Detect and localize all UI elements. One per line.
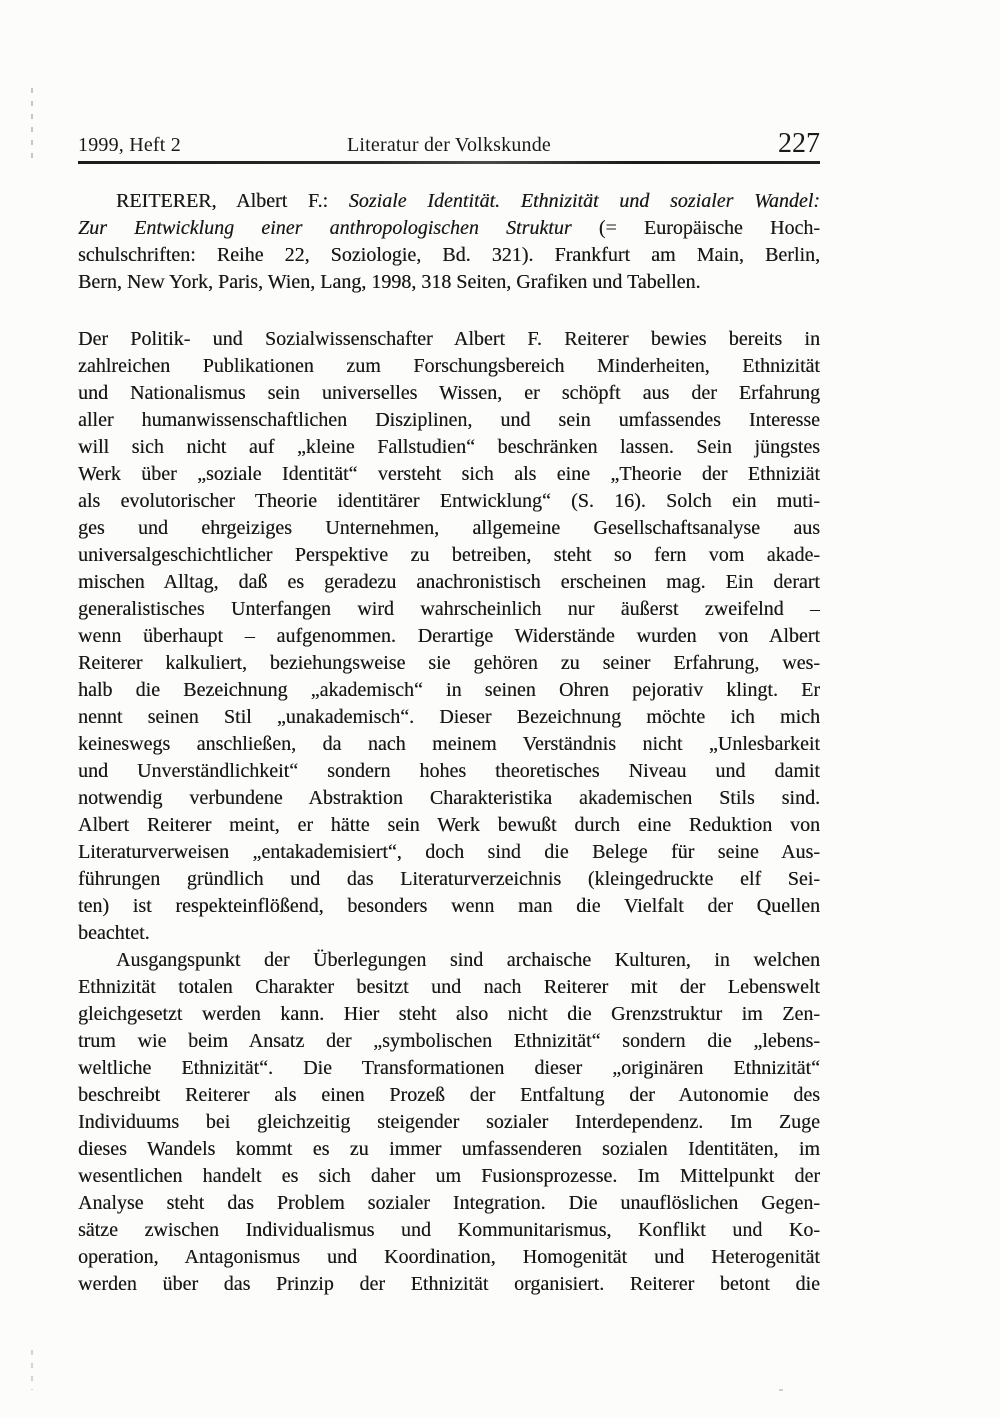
citation-line bbox=[78, 188, 820, 215]
citation-line bbox=[78, 242, 820, 269]
citation-roman-text: REITERER, Albert F.: bbox=[116, 190, 349, 212]
body-line: ten) ist respekteinflößend, besonders wenn man die Vielfalt der Quellen bbox=[78, 895, 820, 917]
running-head-issue: 1999, Heft 2 bbox=[78, 134, 181, 156]
scan-artifact-left-top bbox=[31, 88, 33, 158]
page-header bbox=[78, 126, 820, 160]
citation-paragraph bbox=[78, 188, 820, 296]
body-line: mischen Alltag, daß es geradezu anachronistisch erscheinen mag. Ein derart bbox=[78, 571, 820, 593]
citation-roman-text: Bern, New York, Paris, Wien, Lang, 1998, 318 Seiten, Grafiken und Tabellen. bbox=[78, 271, 701, 293]
body-paragraph bbox=[78, 326, 820, 947]
body-line: und Nationalismus sein universelles Wissen, er schöpft aus der Erfahrung bbox=[78, 382, 820, 404]
body-line: generalistisches Unterfangen wird wahrscheinlich nur äußerst zweifelnd – bbox=[78, 598, 820, 620]
body-line: universalgeschichtlicher Perspektive zu betreiben, steht so fern vom akade- bbox=[78, 544, 820, 566]
body-line: aller humanwissenschaftlichen Disziplinen, und sein umfassendes Interesse bbox=[78, 409, 820, 431]
body-paragraph bbox=[78, 947, 820, 1298]
body-line: operation, Antagonismus und Koordination, Homogenität und Heterogenität bbox=[78, 1246, 820, 1268]
citation-line bbox=[78, 215, 820, 242]
body-line: keineswegs anschließen, da nach meinem Verständnis nicht „Unlesbarkeit bbox=[78, 733, 820, 755]
body-line: weltliche Ethnizität“. Die Transformationen dieser „originären Ethnizität“ bbox=[78, 1057, 820, 1079]
body-line: trum wie beim Ansatz der „symbolischen Ethnizität“ sondern die „lebens- bbox=[78, 1030, 820, 1052]
body-line: Albert Reiterer meint, er hätte sein Werk bewußt durch eine Reduktion von bbox=[78, 814, 820, 836]
citation-roman-text: schulschriften: Reihe 22, Soziologie, Bd. 321). Frankfurt am Main, Berlin, bbox=[78, 244, 820, 266]
body-line: führungen gründlich und das Literaturverzeichnis (kleingedruckte elf Sei- bbox=[78, 868, 820, 890]
header-rule bbox=[78, 161, 820, 164]
review-body bbox=[78, 326, 820, 1298]
body-line: dieses Wandels kommt es zu immer umfassenderen sozialen Identitäten, im bbox=[78, 1138, 820, 1160]
body-line: wenn überhaupt – aufgenommen. Derartige Widerstände wurden von Albert bbox=[78, 625, 820, 647]
book-title-italic: Soziale Identität. Ethnizität und sozialer Wandel: bbox=[348, 190, 820, 212]
page-number: 227 bbox=[778, 128, 820, 159]
body-line: Ethnizität totalen Charakter besitzt und nach Reiterer mit der Lebenswelt bbox=[78, 976, 820, 998]
body-line: halb die Bezeichnung „akademisch“ in seinen Ohren pejorativ klingt. Er bbox=[78, 679, 820, 701]
citation-line bbox=[78, 269, 820, 296]
body-line: beachtet. bbox=[78, 922, 150, 944]
body-line: Individuums bei gleichzeitig steigender sozialer Interdependenz. Im Zuge bbox=[78, 1111, 820, 1133]
body-line: ges und ehrgeiziges Unternehmen, allgemeine Gesellschaftsanalyse aus bbox=[78, 517, 820, 539]
body-line: Reiterer kalkuliert, beziehungsweise sie gehören zu seiner Erfahrung, wes- bbox=[78, 652, 820, 674]
body-line: notwendig verbundene Abstraktion Charakteristika akademischen Stils sind. bbox=[78, 787, 820, 809]
body-line: Analyse steht das Problem sozialer Integration. Die unauflöslichen Gegen- bbox=[78, 1192, 820, 1214]
body-line: nennt seinen Stil „unakademisch“. Dieser Bezeichnung möchte ich mich bbox=[78, 706, 820, 728]
body-line: werden über das Prinzip der Ethnizität organisiert. Reiterer betont die bbox=[78, 1273, 820, 1295]
body-line: Werk über „soziale Identität“ versteht sich als eine „Theorie der Ethniziät bbox=[78, 463, 820, 485]
body-line: sätze zwischen Individualismus und Kommunitarismus, Konflikt und Ko- bbox=[78, 1219, 820, 1241]
body-line: gleichgesetzt werden kann. Hier steht also nicht die Grenzstruktur im Zen- bbox=[78, 1003, 820, 1025]
body-line: beschreibt Reiterer als einen Prozeß der Entfaltung der Autonomie des bbox=[78, 1084, 820, 1106]
body-line: Literaturverweisen „entakademisiert“, doch sind die Belege für seine Aus- bbox=[78, 841, 820, 863]
running-head-title: Literatur der Volkskunde bbox=[346, 134, 552, 156]
body-line: will sich nicht auf „kleine Fallstudien“ beschränken lassen. Sein jüngstes bbox=[78, 436, 820, 458]
body-line: als evolutorischer Theorie identitärer Entwicklung“ (S. 16). Solch ein muti- bbox=[78, 490, 820, 512]
body-line: Der Politik- und Sozialwissenschafter Albert F. Reiterer bewies bereits in bbox=[78, 328, 820, 350]
body-line: Ausgangspunkt der Überlegungen sind archaische Kulturen, in welchen bbox=[116, 949, 820, 971]
citation-roman-text: (= Europäische Hoch- bbox=[571, 217, 820, 239]
body-line: wesentlichen handelt es sich daher um Fusionsprozesse. Im Mittelpunkt der bbox=[78, 1165, 820, 1187]
body-line: und Unverständlichkeit“ sondern hohes theoretisches Niveau und damit bbox=[78, 760, 820, 782]
scan-speck bbox=[779, 1389, 783, 1391]
book-title-italic: Zur Entwicklung einer anthropologischen Struktur bbox=[78, 217, 572, 239]
scan-artifact-left-bottom bbox=[31, 1350, 33, 1390]
body-line: zahlreichen Publikationen zum Forschungsbereich Minderheiten, Ethnizität bbox=[78, 355, 820, 377]
